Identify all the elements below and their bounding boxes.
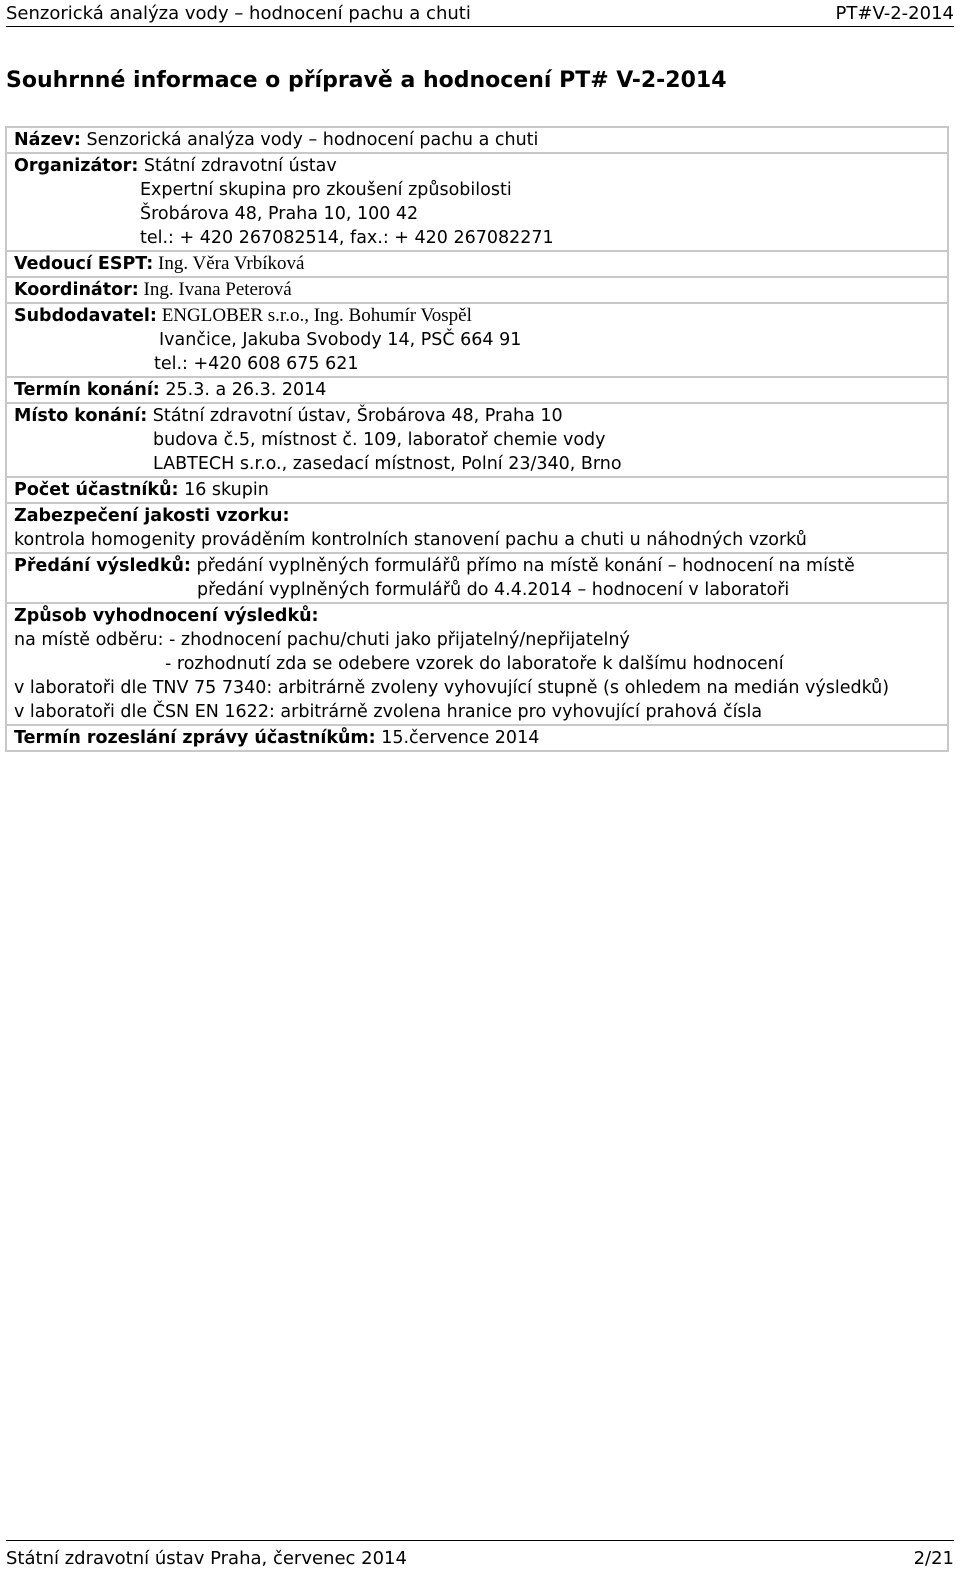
row-predani xyxy=(7,552,947,578)
vedouci-value: Ing. Věra Vrbíková xyxy=(153,253,305,274)
nazev-label: Název: xyxy=(14,130,81,150)
zpusob-label: Způsob vyhodnocení výsledků: xyxy=(14,606,319,626)
zpusob-line: - rozhodnutí zda se odebere vzorek do laboratoře k dalšímu hodnocení xyxy=(165,654,784,674)
organizator-label: Organizátor: xyxy=(14,156,139,176)
summary-table xyxy=(5,126,949,752)
row-misto xyxy=(7,402,947,428)
row-zpusob xyxy=(7,602,947,628)
predani-label: Předání výsledků: xyxy=(14,556,191,576)
termin-value: 25.3. a 26.3. 2014 xyxy=(159,380,327,400)
misto-label: Místo konání: xyxy=(14,406,148,426)
pocet-label: Počet účastníků: xyxy=(14,480,179,500)
zpusob-line: na místě odběru: - zhodnocení pachu/chuti jako přijatelný/nepřijatelný xyxy=(14,630,630,650)
zabezpeceni-label: Zabezpečení jakosti vzorku: xyxy=(14,506,290,526)
row-pocet xyxy=(7,476,947,502)
vedouci-label: Vedoucí ESPT: xyxy=(14,254,154,274)
row-rozeslani xyxy=(7,724,947,750)
subdodavatel-label: Subdodavatel: xyxy=(14,306,157,326)
rozeslani-label: Termín rozeslání zprávy účastníkům: xyxy=(14,728,376,748)
row-vedouci xyxy=(7,250,947,276)
misto-value: Státní zdravotní ústav, Šrobárova 48, Praha 10 xyxy=(147,406,563,426)
subdodavatel-line: Ivančice, Jakuba Svobody 14, PSČ 664 91 xyxy=(159,330,522,350)
rozeslani-value: 15.července 2014 xyxy=(375,728,540,748)
zpusob-line: v laboratoři dle TNV 75 7340: arbitrárně zvoleny vyhovující stupně (s ohledem na medián výsledků) xyxy=(14,678,890,698)
nazev-value: Senzorická analýza vody – hodnocení pachu a chuti xyxy=(80,130,539,150)
koordinator-value: Ing. Ivana Peterová xyxy=(138,279,292,300)
page-header xyxy=(6,0,954,27)
termin-label: Termín konání: xyxy=(14,380,160,400)
row-subdodavatel xyxy=(7,302,947,328)
predani-line: předání vyplněných formulářů do 4.4.2014 – hodnocení v laboratoři xyxy=(197,580,790,600)
row-koordinator xyxy=(7,276,947,302)
row-termin xyxy=(7,376,947,402)
subdodavatel-value: ENGLOBER s.r.o., Ing. Bohumír Vospěl xyxy=(156,305,472,326)
zpusob-line: v laboratoři dle ČSN EN 1622: arbitrárně zvolena hranice pro vyhovující prahová čísla xyxy=(14,702,763,722)
organizator-value: Státní zdravotní ústav xyxy=(138,156,337,176)
zabezpeceni-line: kontrola homogenity prováděním kontrolních stanovení pachu a chuti u náhodných vzorků xyxy=(14,530,807,550)
row-zabezpeceni xyxy=(7,502,947,528)
organizator-line: Expertní skupina pro zkoušení způsobilosti xyxy=(140,180,512,200)
koordinator-label: Koordinátor: xyxy=(14,280,139,300)
predani-value: předání vyplněných formulářů přímo na místě konání – hodnocení na místě xyxy=(190,556,855,576)
row-nazev xyxy=(7,128,947,152)
page-footer xyxy=(6,1540,954,1569)
header-doc-id: PT#V-2-2014 xyxy=(835,2,954,24)
subdodavatel-line: tel.: +420 608 675 621 xyxy=(154,354,359,374)
row-organizator xyxy=(7,152,947,178)
organizator-line: tel.: + 420 267082514, fax.: + 420 267082271 xyxy=(140,228,554,248)
footer-org: Státní zdravotní ústav Praha, červenec 2014 xyxy=(6,1548,407,1569)
page-number: 2/21 xyxy=(913,1548,954,1569)
header-title: Senzorická analýza vody – hodnocení pachu a chuti xyxy=(6,2,471,24)
page-title: Souhrnné informace o přípravě a hodnocení PT# V-2-2014 xyxy=(6,68,727,93)
pocet-value: 16 skupin xyxy=(178,480,269,500)
misto-line: budova č.5, místnost č. 109, laboratoř chemie vody xyxy=(153,430,606,450)
misto-line: LABTECH s.r.o., zasedací místnost, Polní 23/340, Brno xyxy=(153,454,622,474)
organizator-line: Šrobárova 48, Praha 10, 100 42 xyxy=(140,204,419,224)
